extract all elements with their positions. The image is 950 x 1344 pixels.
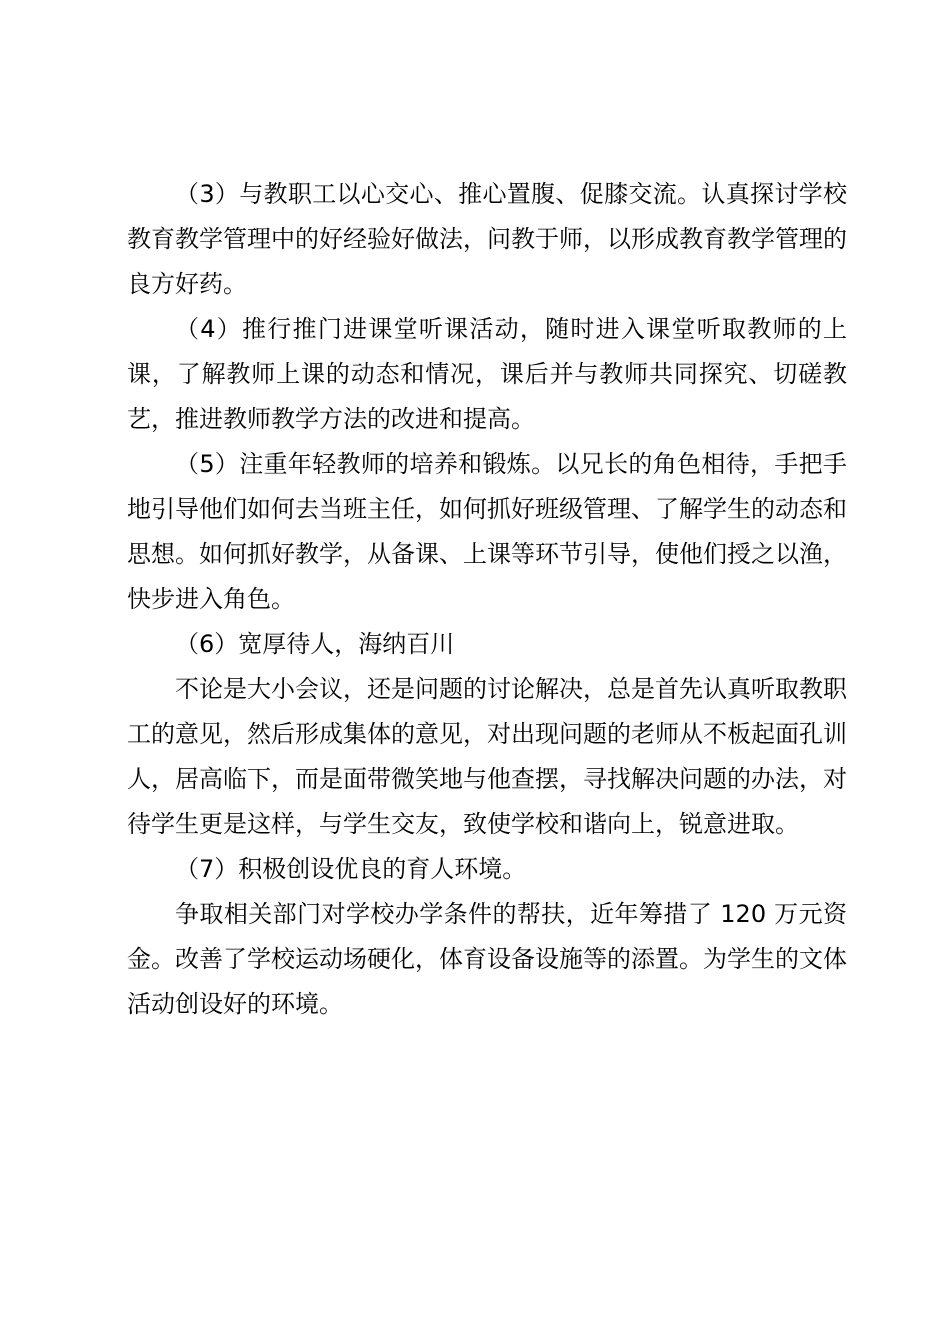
document-body [127,172,847,1027]
paragraph-item-3: （3）与教职工以心交心、推心置腹、促膝交流。认真探讨学校教育教学管理中的好经验好做法，问教于师，以形成教育教学管理的良方好药。 [127,180,847,298]
paragraph-item-4: （4）推行推门进课堂听课活动，随时进入课堂听取教师的上课，了解教师上课的动态和情况，课后并与教师共同探究、切磋教艺，推进教师教学方法的改进和提高。 [127,315,847,433]
paragraph-item-6-body: 不论是大小会议，还是问题的讨论解决，总是首先认真听取教职工的意见，然后形成集体的意见，对出现问题的老师从不板起面孔训人，居高临下，而是面带微笑地与他查摆，寻找解决问题的办法，对待学生更是这样，与学生交友，致使学校和谐向上，锐意进取。 [127,675,847,838]
paragraph-item-7-body: 争取相关部门对学校办学条件的帮扶，近年筹措了 120 万元资金。改善了学校运动场硬化，体育设备设施等的添置。为学生的文体活动创设好的环境。 [127,900,847,1018]
paragraph-item-7-heading: （7）积极创设优良的育人环境。 [175,855,527,883]
paragraph-item-6-heading: （6）宽厚待人，海纳百川 [175,630,455,658]
paragraph-item-5: （5）注重年轻教师的培养和锻炼。以兄长的角色相待，手把手地引导他们如何去当班主任，如何抓好班级管理、了解学生的动态和思想。如何抓好教学，从备课、上课等环节引导，使他们授之以渔，快步进入角色。 [127,450,847,613]
